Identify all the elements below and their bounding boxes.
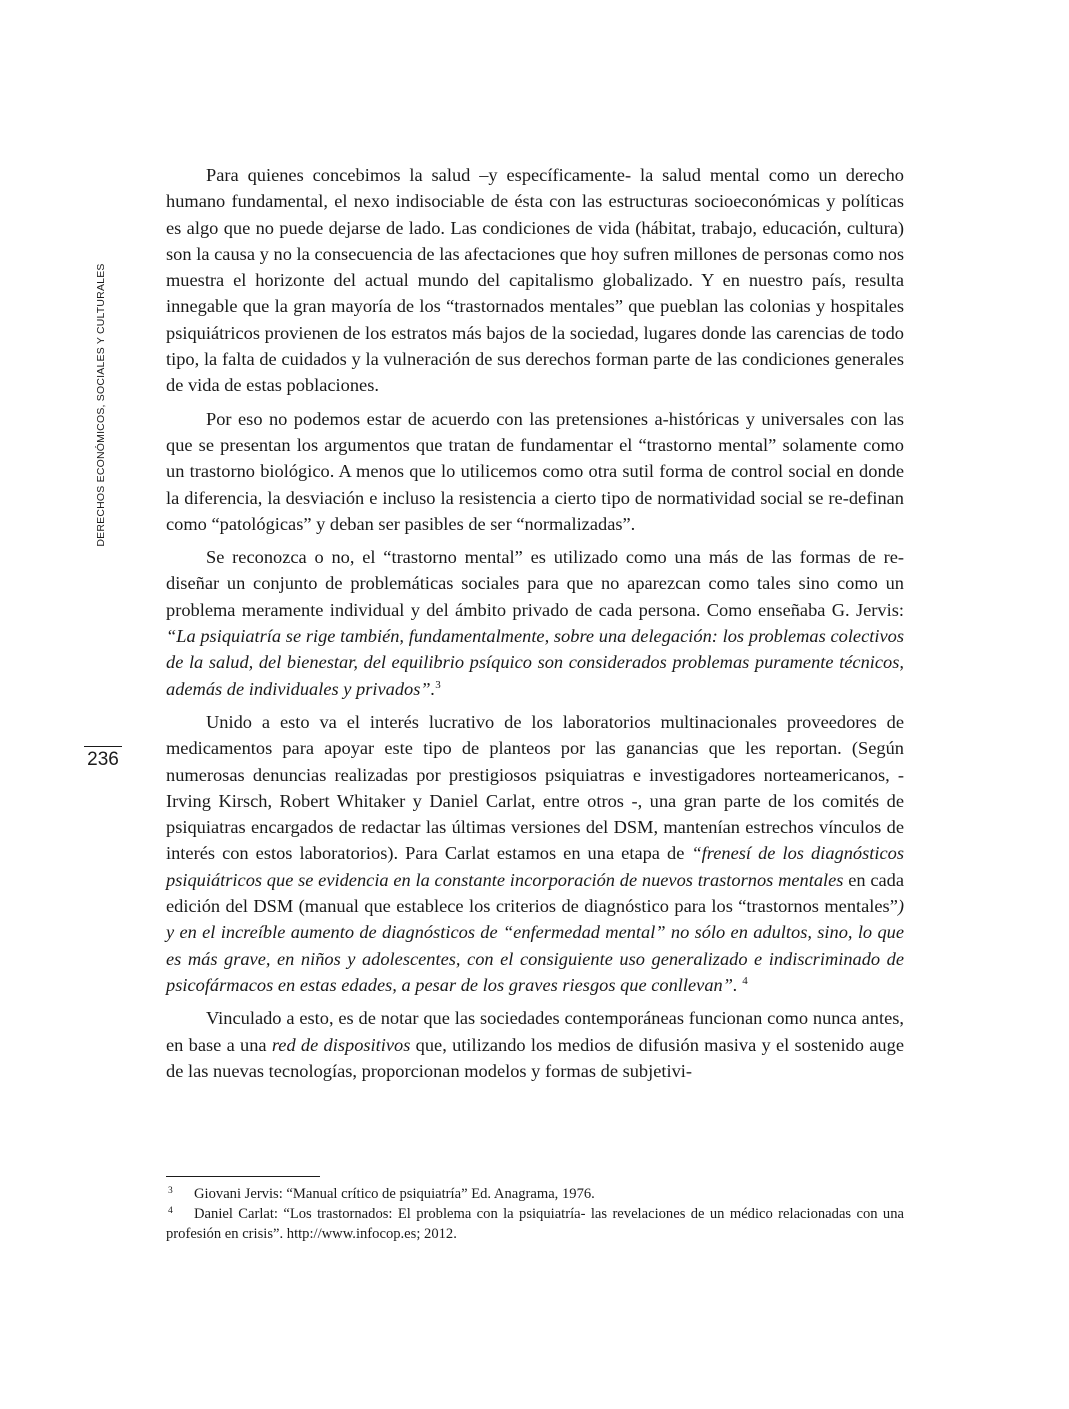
footnote-3 bbox=[166, 1184, 904, 1204]
paragraph-4 bbox=[166, 709, 904, 998]
red-de-dispositivos-term: red de dispositivos bbox=[271, 1034, 411, 1055]
paragraph-5 bbox=[166, 1005, 904, 1084]
footnote-4-text: Daniel Carlat: “Los trastornados: El problema con la psiquiatría- las revelaciones de un médico relacionadas con una profesión en crisis”. http://www.infocop.es; 2012. bbox=[166, 1206, 904, 1242]
page-number: 236 bbox=[84, 746, 122, 771]
footnote-3-text: Giovani Jervis: “Manual crítico de psiquiatría” Ed. Anagrama, 1976. bbox=[194, 1186, 595, 1202]
footnote-4-number: 4 bbox=[168, 1206, 173, 1216]
carlat-quote-1: “frenesí de los diagnósticos psiquiátricos que se evidencia en la constante incorporación de nuevos trastornos mentales bbox=[166, 843, 904, 890]
body-text bbox=[166, 162, 904, 1084]
footnote-ref-4[interactable]: 4 bbox=[742, 974, 748, 987]
paragraph-4-text-1: Unido a esto va el interés lucrativo de los laboratorios multinacionales proveedores de medicamentos para apoyar este tipo de planteos por las ganancias que les reportan. (Según numerosas denuncias realizadas por prestigiosos psiquiatras e investigadores norteamericanos, - Irving Kirsch, Robert Whitaker y Daniel Carlat, entre otros -, una gran parte de los comités de psiquiatras encargados de redactar las últimas versiones del DSM, mantenían estrechos vínculos de interés con estos laboratorios). Para Carlat estamos en una etapa de bbox=[166, 711, 904, 864]
footnote-ref-3[interactable]: 3 bbox=[435, 678, 441, 691]
paragraph-5-text-2: que, utilizando los medios de difusión masiva y el sostenido auge de las nuevas tecnologías, proporcionan modelos y formas de subjetivi- bbox=[166, 1034, 904, 1081]
paragraph-5-text-1: Vinculado a esto, es de notar que las sociedades contemporáneas funcionan como nunca antes, en base a una bbox=[166, 1008, 904, 1055]
paragraph-2: Por eso no podemos estar de acuerdo con las pretensiones a-históricas y universales con las que se presentan los argumentos que tratan de fundamentar el “trastorno mental” solamente como un trastorno biológico. A menos que lo utilicemos como otra sutil forma de control social en donde la diferencia, la desviación e incluso la resistencia a cierto tipo de normatividad social se re-definan como “patológicas” y deban ser pasibles de ser “normalizadas”. bbox=[166, 408, 904, 534]
paragraph-1: Para quienes concebimos la salud –y específicamente- la salud mental como un derecho humano fundamental, el nexo indisociable de ésta con las estructuras socioeconómicas y políticas es algo que no puede dejarse de lado. Las condiciones de vida (hábitat, trabajo, educación, cultura) son la causa y no la consecuencia de las afectaciones que hoy sufren millones de personas como nos muestra el horizonte del actual mundo del capitalismo globalizado. Y en nuestro país, resulta innegable que la gran mayoría de los “trastornados mentales” que pueblan las colonias y hospitales psiquiátricos provienen de los estratos más bajos de la sociedad, lugares donde las carencias de todo tipo, la falta de cuidados y la vulneración de sus derechos forman parte de las condiciones generales de vida de estas poblaciones. bbox=[166, 165, 904, 396]
paragraph-3 bbox=[166, 544, 904, 702]
carlat-quote-2: ) y en el increíble aumento de diagnósticos de “enfermedad mental” no sólo en adultos, sino, lo que es más grave, en niños y adolescentes, con el consiguiente uso generalizado e indiscriminado de psicofármacos en estas edades, a pesar de los graves riesgos que conllevan”. bbox=[166, 896, 904, 995]
footnotes bbox=[166, 1176, 904, 1244]
footnote-3-number: 3 bbox=[168, 1186, 173, 1196]
paragraph-4-text-2: en cada edición del DSM (manual que establece los criterios de diagnóstico para los “trastornos mentales” bbox=[166, 869, 904, 917]
paragraph-3-text: Se reconozca o no, el “trastorno mental” es utilizado como una más de las formas de re-diseñar un conjunto de problemáticas sociales para que no aparezcan como tales sino como un problema meramente individual y del ámbito privado de cada persona. Como enseñaba G. Jervis: bbox=[166, 547, 904, 620]
footnote-4 bbox=[166, 1204, 904, 1244]
running-header: DERECHOS ECONÓMICOS, SOCIALES Y CULTURALES bbox=[95, 263, 107, 547]
jervis-quote: “La psiquiatría se rige también, fundamentalmente, sobre una delegación: los problemas colectivos de la salud, del bienestar, del equilibrio psíquico son considerados problemas puramente técnicos, además de individuales y privados”. bbox=[166, 626, 904, 699]
footnote-divider bbox=[166, 1176, 320, 1177]
